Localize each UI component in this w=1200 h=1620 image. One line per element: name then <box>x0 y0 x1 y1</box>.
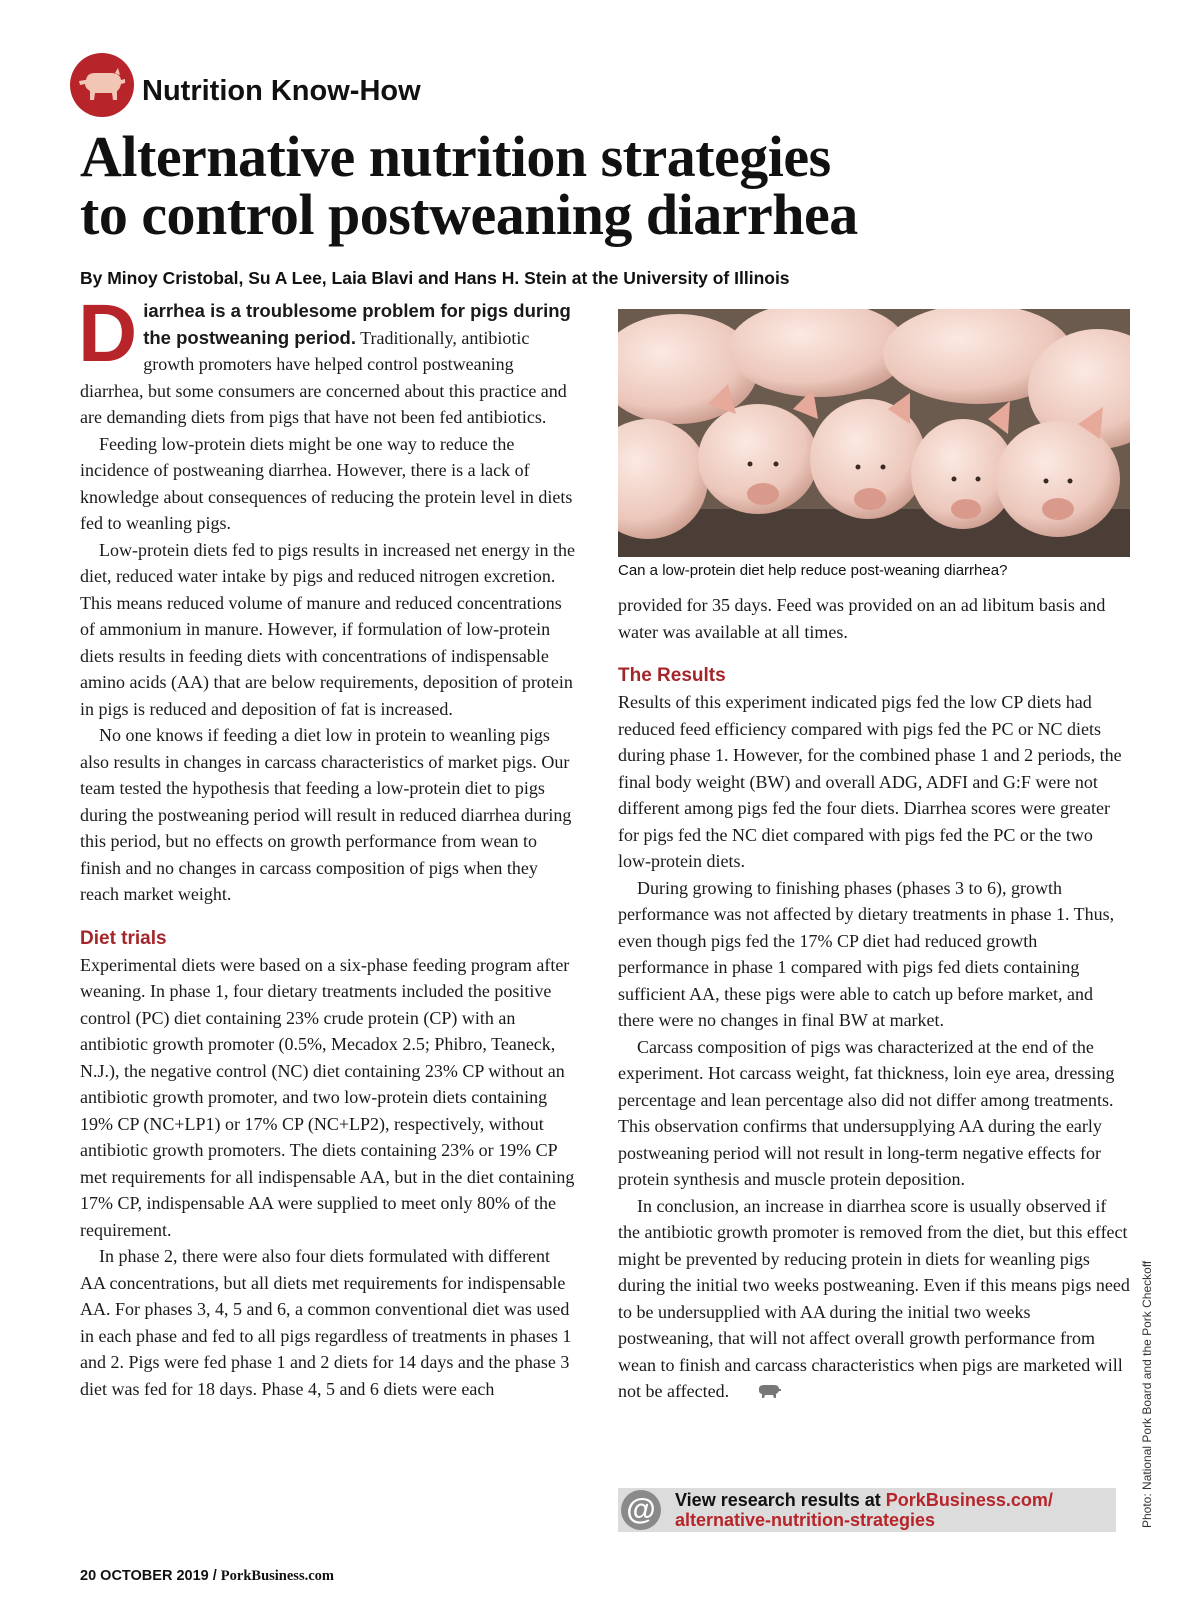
body-paragraph: In phase 2, there were also four diets formulated with different AA concentrations, but all diets met requirements for indispensable AA. For phases 3, 4, 5 and 6, a common conventional diet was used in each phase and fed to all pigs regardless of treatments in phases 1 and 2. Pigs were fed phase 1 and 2 diets for 14 days and the phase 3 diet was fed for 18 days. Phase 4, 5 and 6 diets were each <box>80 1246 572 1399</box>
intro-rest: Traditionally, antibiotic growth promoters have helped control postweaning diarrhea, but some consumers are concerned about this practice and are demanding diets from pigs that have not been fed antibiotics. <box>80 327 567 427</box>
conclusion-text: In conclusion, an increase in diarrhea score is usually observed if the antibiotic growth promoter is removed from the diet, but this effect might be prevented by reducing protein in diets for weanling pigs during the initial two weeks postweaning. Even if this means pigs need to be undersupplied with AA during the initial two weeks postweaning, that will not affect overall growth performance from wean to finish and carcass characteristics when pigs are marketed will not be affected. <box>618 1195 1130 1401</box>
photo-caption: Can a low-protein diet help reduce post-weaning diarrhea? <box>618 562 1008 579</box>
research-link[interactable] <box>675 1490 1053 1530</box>
byline: By Minoy Cristobal, Su A Lee, Laia Blavi and Hans H. Stein at the University of Illinois <box>80 268 790 288</box>
body-paragraph: provided for 35 days. Feed was provided on an ad libitum basis and water was available at all times. <box>618 595 1106 642</box>
body-paragraph <box>618 1193 1130 1407</box>
link-url-part-1[interactable]: PorkBusiness.com/ <box>885 1490 1053 1510</box>
pig-end-icon <box>737 1380 782 1407</box>
headline-line-1: Alternative nutrition strategies <box>80 124 831 189</box>
section-title: Nutrition Know-How <box>142 74 421 107</box>
research-link-box[interactable] <box>618 1488 1116 1532</box>
page-footer <box>80 1568 334 1585</box>
footer-separator: / <box>208 1568 221 1584</box>
link-prefix: View research results at <box>675 1490 886 1510</box>
footer-site: PorkBusiness.com <box>220 1568 334 1584</box>
pigs-photo <box>618 309 1130 557</box>
photo-credit: Photo: National Pork Board and the Pork Checkoff <box>1140 1260 1154 1528</box>
body-paragraph: Feeding low-protein diets might be one way to reduce the incidence of postweaning diarrhea. However, there is a lack of knowledge about consequences of reducing the protein level in diets fed to weanling pigs. <box>80 433 573 533</box>
body-paragraph: During growing to finishing phases (phases 3 to 6), growth performance was not affected by dietary treatments in phase 1. Thus, even though pigs fed the 17% CP diet had reduced growth performance in phase 1 compared with pigs fed diets containing sufficient AA, these pigs were able to catch up before market, and there were no changes in final BW at market. <box>618 877 1115 1030</box>
left-column <box>78 288 576 1402</box>
intro-paragraph <box>78 288 576 431</box>
pig-icon <box>70 53 134 117</box>
body-paragraph: Experimental diets were based on a six-phase feeding program after weaning. In phase 1, four dietary treatments included the positive control (PC) diet containing 23% crude protein (CP) with an antibiotic growth promoter (0.5%, Mecadox 2.5; Phibro, Teaneck, N.J.), the negative control (NC) diet containing 23% CP without an antibiotic growth promoter, and two low-protein diets containing 19% CP (NC+LP1) or 17% CP (NC+LP2), respectively, without antibiotic growth promoters. The diets containing 23% or 19% CP met requirements for all indispensable AA, but in the diet containing 17% CP, indispensable AA were supplied to meet only 80% of the requirement. <box>80 954 575 1240</box>
headline-line-2: to control postweaning diarrhea <box>80 182 858 247</box>
intro-lead: iarrhea is a troublesome problem for pigs during the postweaning period. <box>143 300 571 348</box>
diet-trials-heading: Diet trials <box>80 927 167 949</box>
section-header <box>70 52 421 118</box>
link-url-part-2[interactable]: alternative-nutrition-strategies <box>675 1510 936 1530</box>
body-paragraph: No one knows if feeding a diet low in protein to weanling pigs also results in changes in carcass characteristics of market pigs. Our team tested the hypothesis that feeding a low-protein diet to pigs during the postweaning period will result in reduced diarrhea during this period, but no effects on growth performance from wean to finish and no changes in carcass composition of pigs when they reach market weight. <box>80 725 572 904</box>
at-sign-icon: @ <box>621 1490 661 1530</box>
results-heading: The Results <box>618 665 726 686</box>
body-paragraph: Results of this experiment indicated pigs fed the low CP diets had reduced feed efficiency compared with pigs fed the PC or NC diets during phase 1. However, for the combined phase 1 and 2 periods, the final body weight (BW) and overall ADG, ADFI and G:F were not different among pigs fed the four diets. Diarrhea scores were greater for pigs fed the NC diet compared with pigs fed the PC or the two low-protein diets. <box>618 692 1122 871</box>
body-paragraph: Carcass composition of pigs was characterized at the end of the experiment. Hot carcass weight, fat thickness, loin eye area, dressing percentage and lean percentage also did not differ among treatments. This observation confirms that undersupplying AA during the early postweaning period will not result in long-term negative effects for protein synthesis and muscle protein deposition. <box>618 1036 1115 1189</box>
page-number: 20 <box>80 1568 97 1584</box>
body-paragraph: Low-protein diets fed to pigs results in increased net energy in the diet, reduced water intake by pigs and reduced nitrogen excretion. This means reduced volume of manure and reduced concentrations of ammonium in manure. However, if formulation of low-protein diets results in feeding diets with concentrations of indispensable amino acids (AA) that are below requirements, deposition of protein in pigs is reduced and deposition of fat is increased. <box>80 539 576 719</box>
drop-cap: D <box>78 288 138 379</box>
issue-date: OCTOBER 2019 <box>100 1568 209 1584</box>
headline <box>80 124 1130 247</box>
right-column <box>618 592 1130 1406</box>
